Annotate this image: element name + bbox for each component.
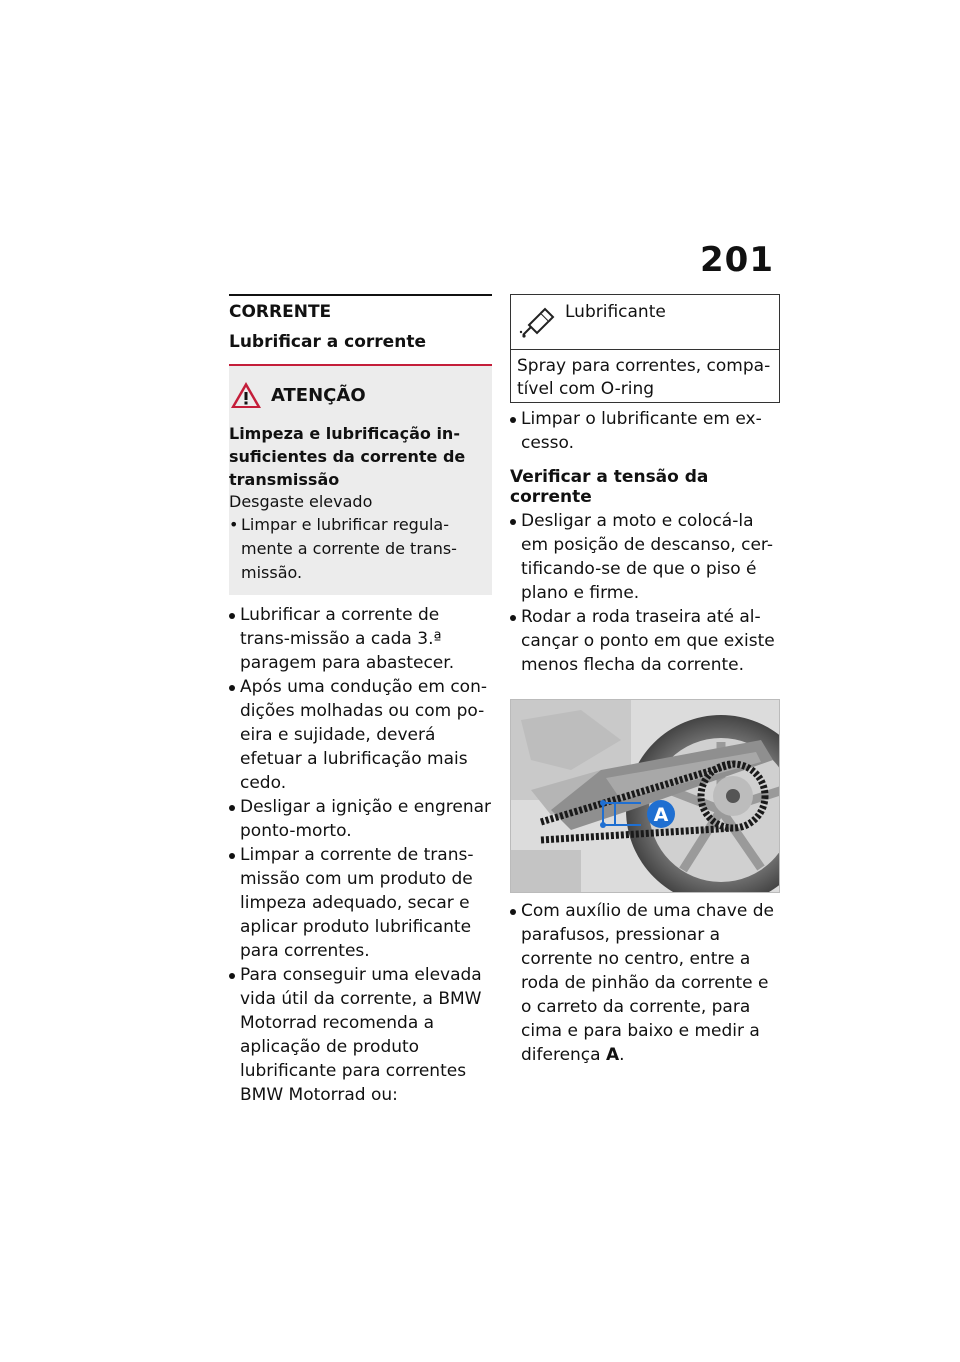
list-item: Desligar a moto e colocá-la em posição de descanso, cer-tificando-se de que o piso é plano e firme. [510,509,780,605]
section-rule [229,294,492,296]
lubricant-title: Lubrificante [565,302,666,322]
warning-box [229,364,492,595]
warning-consequence: Desgaste elevado [229,492,373,511]
left-column [229,294,492,1107]
right-bullet-list-b [510,509,780,677]
list-item [510,899,780,1067]
lubricant-header [511,295,779,350]
chain-illustration [511,700,779,892]
oil-can-icon [519,305,557,339]
warning-heading: Limpeza e lubrificação in-suficientes da corrente de transmissão [229,424,466,489]
warning-action: • Limpar e lubrificar regula-mente a corrente de trans-missão. [229,513,478,585]
chain-figure [510,699,780,893]
final-step-end: . [619,1045,625,1065]
warning-label: ATENÇÃO [271,384,366,406]
lubricant-description: Spray para correntes, compa-tível com O-ring [517,356,771,399]
right-column [510,294,780,1067]
subsection-title: Lubrificar a corrente [229,332,426,352]
list-item: Para conseguir uma elevada vida útil da corrente, a BMW Motorrad recomenda a aplicação de produto lubrificante para correntes BMW Motorrad ou: [229,963,492,1107]
measure-label: A [605,1045,620,1065]
list-item: Limpar o lubrificante em ex-cesso. [510,407,780,455]
list-item: Lubrificar a corrente de trans-missão a cada 3.ª paragem para abastecer. [229,603,492,675]
list-item: Limpar a corrente de trans-missão com um produto de limpeza adequado, secar e aplicar produto lubrificante para correntes. [229,843,492,963]
final-step-text: Com auxílio de uma chave de parafusos, pressionar a corrente no centro, entre a roda de pinhão da corrente e o carreto da corrente, para cima e para baixo e medir a diferença [521,901,774,1065]
warning-triangle-icon [229,380,263,410]
warning-header [229,380,478,410]
page-number: 201 [700,240,774,280]
warning-actions [229,513,478,585]
list-item: Após uma condução em con-dições molhadas ou com po-eira e sujidade, deverá efetuar a lubrificação mais cedo. [229,675,492,795]
section-title: CORRENTE [229,302,332,322]
subsection-title-chain-tension: Verificar a tensão da corrente [510,467,709,507]
right-bullet-list-c [510,899,780,1067]
right-bullet-list-a [510,407,780,455]
list-item: Rodar a roda traseira até al-cançar o ponto em que existe menos flecha da corrente. [510,605,780,677]
list-item: Desligar a ignição e engrenar ponto-morto. [229,795,492,843]
lubricant-table [510,294,780,403]
left-bullet-list [229,603,492,1107]
callout-a-label: A [653,804,669,826]
